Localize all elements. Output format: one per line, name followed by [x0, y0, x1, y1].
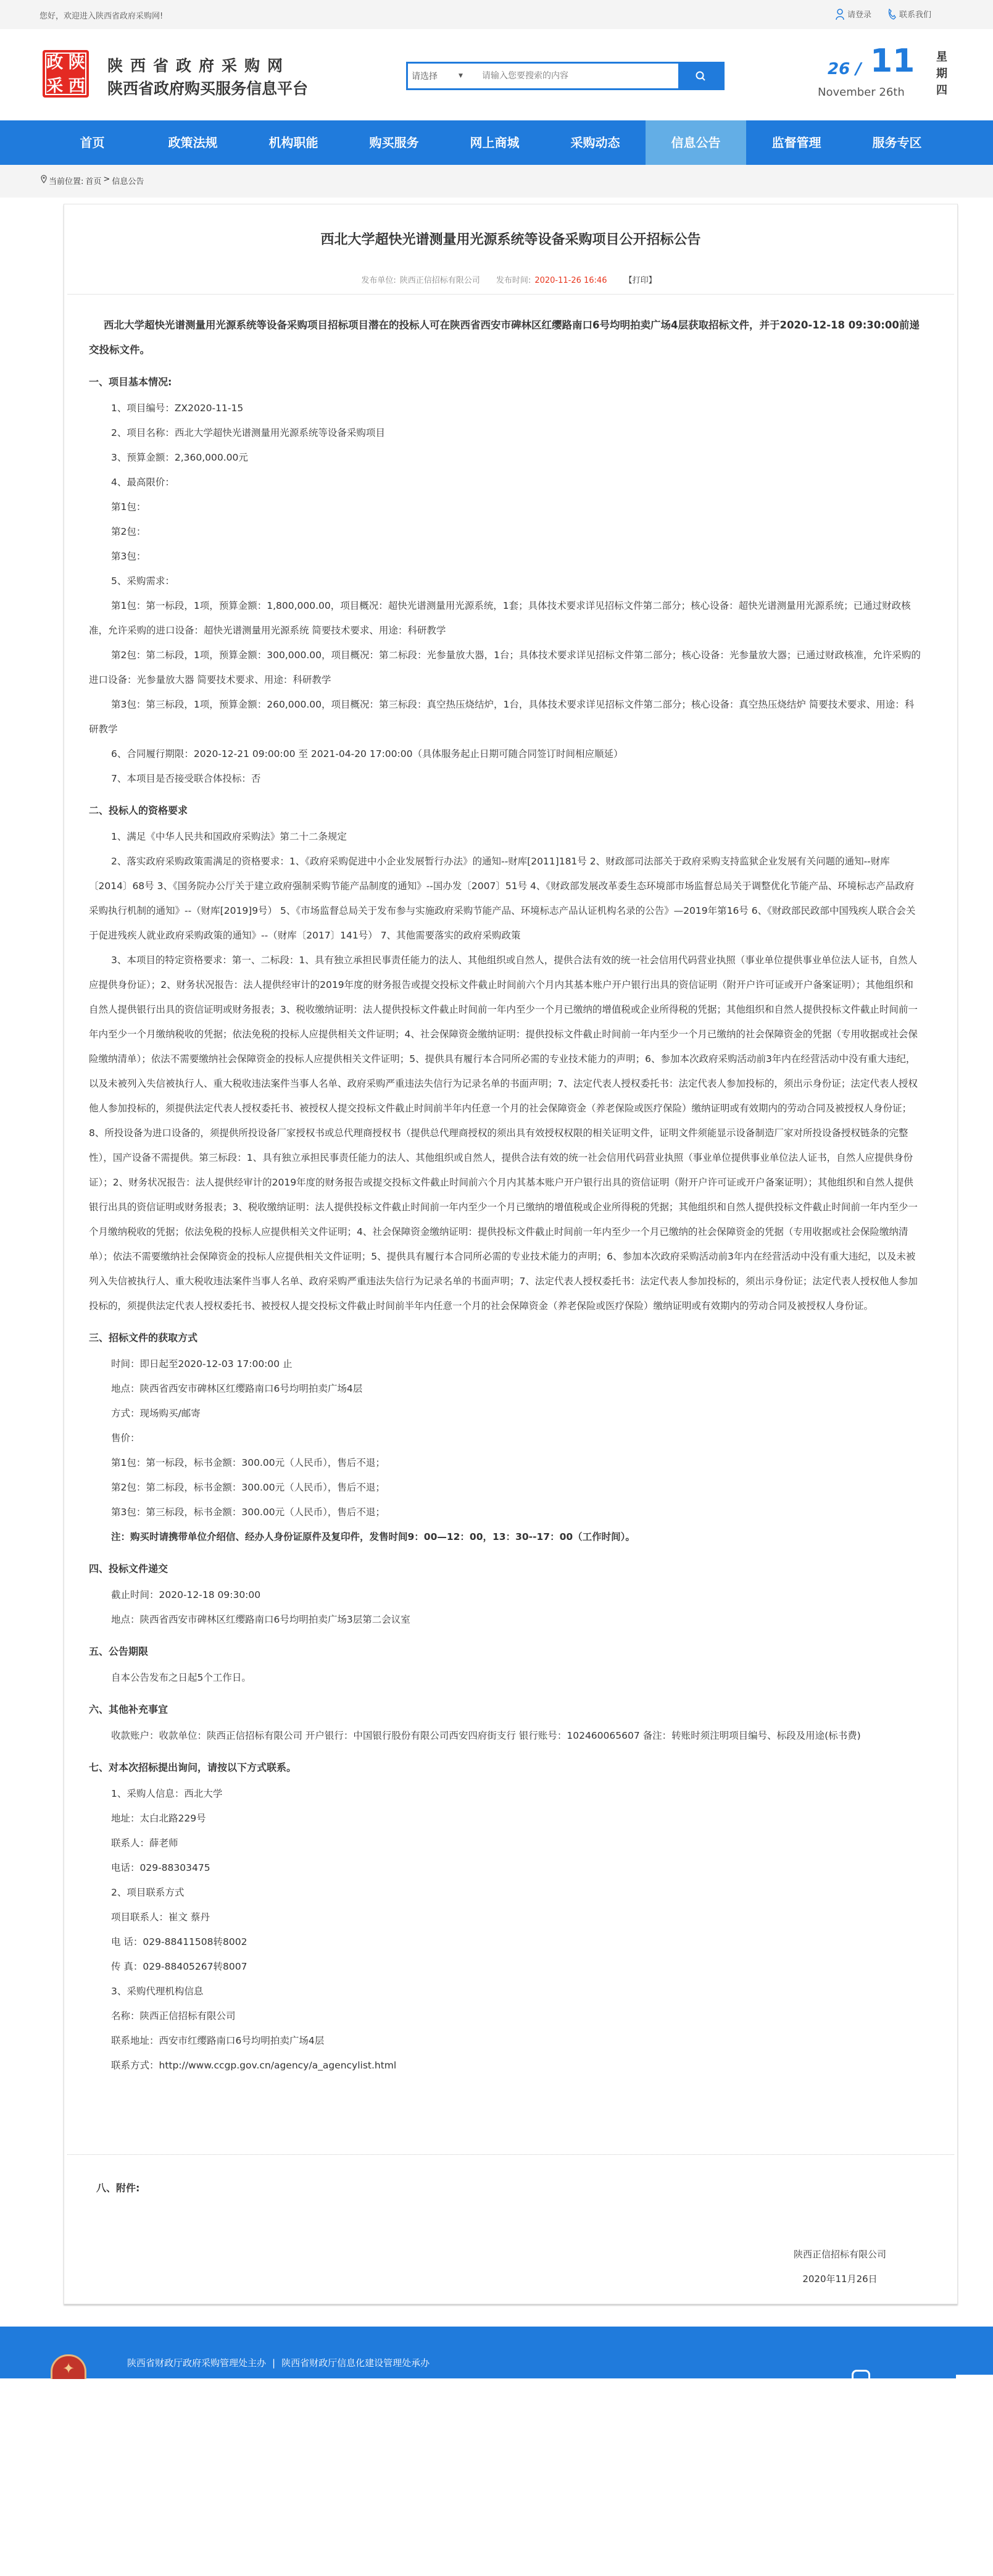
search-category-select[interactable] — [408, 64, 482, 88]
nav-item-policy[interactable]: 政策法规 — [168, 135, 218, 150]
contact-label: 联系我们 — [899, 10, 931, 20]
section-line: 第2包：第二标段，标书金额：300.00元（人民币），售后不退； — [111, 1482, 385, 1493]
site-name: 陕西省政府采购网 — [107, 57, 291, 75]
nav-item-announcements[interactable]: 信息公告 — [646, 120, 746, 165]
phone-icon — [887, 9, 896, 20]
attachments-heading: 八、附件: — [96, 2182, 140, 2194]
section-line: 名称：陕西正信招标有限公司 — [111, 2010, 236, 2022]
section-heading: 六、其他补充事宜 — [89, 1704, 168, 1715]
welcome-text: 您好，欢迎进入陕西省政府采购网! — [39, 12, 164, 21]
section-line: 3、采购代理机构信息 — [111, 1986, 204, 1997]
date-day: 26 / — [828, 60, 862, 78]
footer-widget[interactable] — [956, 2375, 993, 2378]
lead-paragraph: 西北大学超快光谱测量用光源系统等设备采购项目招标项目潜在的投标人可在陕西省西安市碑林区红缨路南口6号均明拍卖广场4层获取招标文件，并于2020-12-18 09:30:00前递交投标文件。 — [89, 319, 920, 356]
nav-item-home[interactable]: 首页 — [80, 135, 105, 150]
date-month: 11 — [870, 43, 915, 80]
section-line: 第3包：第三标段，1项，预算金额：260,000.00，项目概况：第三标段：真空热压烧结炉，1台，具体技术要求详见招标文件第二部分；核心设备：真空热压烧结炉 简要技术要求、用途：科研教学 — [89, 699, 915, 735]
section-line: 6、合同履行期限：2020-12-21 09:00:00 至 2021-04-20 17:00:00（具体服务起止日期可随合同签订时间相应顺延） — [111, 748, 623, 759]
section-line: 第2包：第二标段，1项，预算金额：300,000.00，项目概况：第二标段：光参量放大器，1台；具体技术要求详见招标文件第二部分；核心设备：光参量放大器；已通过财政核准，允许采购的进口设备：光参量放大器 简要技术要求、用途：科研教学 — [89, 650, 921, 685]
publisher-label: 发布单位: — [361, 276, 396, 285]
section-line: 项目联系人：崔文 蔡丹 — [111, 1912, 210, 1923]
date-widget — [818, 29, 954, 120]
site-logo[interactable] — [43, 50, 89, 98]
article-meta — [64, 274, 957, 285]
location-pin-icon — [41, 175, 47, 183]
section-line: 第1包：第一标段，1项，预算金额：1,800,000.00，项目概况：超快光谱测量用光源系统，1套；具体技术要求详见招标文件第二部分；核心设备：超快光谱测量用光源系统；已通过财政核准，允许采购的进口设备：超快光谱测量用光源系统 简要技术要求、用途：科研教学 — [89, 600, 911, 636]
section-line: 传 真：029-88405267转8007 — [111, 1961, 247, 1972]
date-english: November 26th — [818, 86, 905, 99]
top-bar — [0, 0, 993, 29]
nav-item-service-zone[interactable]: 服务专区 — [872, 135, 922, 150]
emblem-icon: ✦ — [51, 2354, 86, 2379]
select-label: 请选择 — [412, 72, 438, 82]
user-icon — [836, 9, 844, 20]
signature-company: 陕西正信招标有限公司 — [793, 2249, 886, 2260]
section-line: 7、本项目是否接受联合体投标：否 — [111, 773, 261, 784]
section-line: 第3包：第三标段，标书金额：300.00元（人民币），售后不退； — [111, 1507, 385, 1518]
time-label: 发布时间: — [496, 276, 531, 285]
search-button[interactable] — [678, 64, 723, 88]
section-line: 电话：029-88303475 — [111, 1862, 210, 1873]
logo-char: 陕 — [68, 53, 85, 72]
section-line: 电 话：029-88411508转8002 — [111, 1936, 247, 1947]
footer-text — [127, 2356, 430, 2369]
nav-item-supervision[interactable]: 监督管理 — [771, 135, 821, 150]
section-heading: 二、投标人的资格要求 — [89, 805, 188, 816]
divider — [67, 2154, 954, 2155]
section-line: 第3包： — [111, 551, 146, 562]
purchase-note: 注：购买时请携带单位介绍信、经办人身份证原件及复印件，发售时间9：00—12：00，13：30--17：00（工作时间）。 — [111, 1531, 635, 1542]
section-line: 地点：陕西省西安市碑林区红缨路南口6号均明拍卖广场3层第二会议室 — [111, 1614, 410, 1625]
section-heading: 五、公告期限 — [89, 1646, 149, 1657]
logo-char: 采 — [46, 77, 64, 96]
section-line: 联系方式：http://www.ccgp.gov.cn/agency/a_agencylist.html — [111, 2060, 397, 2071]
breadcrumb-label: 当前位置: — [49, 177, 84, 186]
breadcrumb — [0, 165, 993, 198]
breadcrumb-separator: > — [103, 175, 110, 184]
section-line: 3、预算金额：2,360,000.00元 — [111, 452, 248, 463]
nav-item-purchase-services[interactable]: 购买服务 — [369, 135, 419, 150]
search-input[interactable] — [482, 64, 678, 88]
article-title: 西北大学超快光谱测量用光源系统等设备采购项目公开招标公告 — [320, 232, 701, 248]
section-line: 5、采购需求： — [111, 575, 175, 587]
section-line: 2、落实政府采购政策需满足的资格要求：1、《政府采购促进中小企业发展暂行办法》的通知--财库[2011]181号 2、财政部司法部关于政府采购支持监狱企业发展有关问题的通知--财库〔2014〕68号 3、《国务院办公厅关于建立政府强制采购节能产品制度的通知》--国办发〔2007〕51号 4、《财政部发展改革委生态环境部市场监督总局关于调整优化节能产品、环境标志产品政府采购执行机制的通知》--（财库[2019]9号） 5、《市场监督总局关于发布参与实施政府采购节能产品、环境标志产品认证机构名录的公告》—2019年第16号 6、《财政部民政部中国残疾人联合会关于促进残疾人就业政府采购政策的通知》--（财库〔2017〕141号） 7、其他需要落实的政府采购政策 — [89, 856, 916, 941]
footer-badge-icon[interactable] — [852, 2370, 870, 2378]
section-line: 1、采购人信息：西北大学 — [111, 1788, 223, 1799]
article-body — [89, 313, 922, 2078]
caret-down-icon: ▼ — [459, 73, 463, 79]
publish-time: 2020-11-26 16:46 — [534, 276, 607, 285]
signature-date: 2020年11月26日 — [802, 2273, 878, 2285]
nav-item-online-mall[interactable]: 网上商城 — [470, 135, 520, 150]
logo-char: 西 — [68, 77, 85, 96]
search-icon — [695, 70, 706, 82]
section-heading: 三、招标文件的获取方式 — [89, 1332, 198, 1344]
section-line: 4、最高限价： — [111, 477, 175, 488]
section-heading: 四、投标文件递交 — [89, 1563, 168, 1574]
print-button[interactable]: 【打印】 — [624, 276, 657, 285]
section-line: 第1包：第一标段，标书金额：300.00元（人民币），售后不退； — [111, 1457, 385, 1468]
section-line: 时间：即日起至2020-12-03 17:00:00 止 — [111, 1358, 293, 1370]
breadcrumb-home[interactable]: 首页 — [85, 177, 102, 186]
section-heading: 一、项目基本情况: — [89, 376, 172, 388]
site-footer — [0, 2327, 993, 2378]
date-weekday: 星期四 — [936, 51, 947, 97]
breadcrumb-current[interactable]: 信息公告 — [112, 177, 144, 186]
section-line: 方式：现场购买/邮寄 — [111, 1408, 201, 1419]
section-line: 自本公告发布之日起5个工作日。 — [111, 1672, 251, 1683]
section-line: 3、本项目的特定资格要求：第一、二标段：1、具有独立承担民事责任能力的法人、其他组织或自然人，提供合法有效的统一社会信用代码营业执照（事业单位提供事业单位法人证书，自然人应提供身份证）；2、财务状况报告：法人提供经审计的2019年度的财务报告或提交投标文件截止时间前六个月内其基本账户开户银行出具的资信证明（附开户许可证或开户备案证明）；其他组织和自然人提供银行出具的资信证明或财务报表；3、税收缴纳证明：法人提供投标文件截止时间前一年内至少一个月已缴纳的增值税或企业所得税的凭据；其他组织和自然人提供投标文件截止时间前一年内至少一个月缴纳税收的凭据；依法免税的投标人应提供相关文件证明；4、社会保障资金缴纳证明：提供投标文件截止时间前一年内至少一个月已缴纳的社会保障资金的凭据（专用收据或社会保险缴纳清单）；依法不需要缴纳社会保障资金的投标人应提供相关文件证明；5、提供具有履行本合同所必需的专业技术能力的声明；6、参加本次政府采购活动前3年内在经营活动中没有重大违纪，以及未被列入失信被执行人、重大税收违法案件当事人名单、政府采购严重违法失信行为记录名单的书面声明；7、法定代表人授权委托书：法定代表人参加投标的，须出示身份证；法定代表人授权他人参加投标的，须提供法定代表人授权委托书、被授权人提交投标文件截止时间前半年内任意一个月的社会保障资金（养老保险或医疗保险）缴纳证明或有效期内的劳动合同及被授权人身份证；8、所投设备为进口设备的，须提供所投设备厂家授权书或总代理商授权书（提供总代理商授权的须出具有效授权权限的相关证明文件，证明文件须能显示设备制造厂家对所投设备授权链条的完整性），国产设备不需提供。第三标段：1、具有独立承担民事责任能力的法人、其他组织或自然人，提供合法有效的统一社会信用代码营业执照（事业单位提供事业单位法人证书，自然人应提供身份证）；2、财务状况报告：法人提供经审计的2019年度的财务报告或提交投标文件截止时间前六个月内其基本账户开户银行出具的资信证明（附开户许可证或开户备案证明）；其他组织和自然人提供银行出具的资信证明或财务报表；3、税收缴纳证明：法人提供投标文件截止时间前一年内至少一个月已缴纳的增值税或企业所得税的凭据；其他组织和自然人提供投标文件截止时间前一年内至少一个月缴纳税收的凭据；依法免税的投标人应提供相关文件证明；4、社会保障资金缴纳证明：提供投标文件截止时间前一年内至少一个月已缴纳的社会保障资金的凭据（专用收据或社会保险缴纳清单）；依法不需要缴纳社会保障资金的投标人应提供相关文件证明；5、提供具有履行本合同所必需的专业技术能力的声明；6、参加本次政府采购活动前3年内在经营活动中没有重大违纪，以及未被列入失信被执行人、重大税收违法案件当事人名单、政府采购严重违法失信行为记录名单的书面声明；7、法定代表人授权委托书：法定代表人参加投标的，须出示身份证；法定代表人授权他人参加投标的，须提供法定代表人授权委托书、被授权人提交投标文件截止时间前半年内任意一个月的社会保障资金（养老保险或医疗保险）缴纳证明或有效期内的劳动合同及被授权人身份证。 — [89, 955, 918, 1311]
section-line: 第2包： — [111, 526, 146, 537]
section-line: 截止时间：2020-12-18 09:30:00 — [111, 1589, 261, 1600]
main-nav — [0, 120, 993, 165]
section-line: 收款账户：收款单位：陕西正信招标有限公司 开户银行：中国银行股份有限公司西安四府街支行 银行账号：102460065607 备注：转账时须注明项目编号、标段及用途(标书费) — [111, 1730, 861, 1741]
section-line: 售价： — [111, 1432, 140, 1444]
login-label: 请登录 — [847, 10, 871, 20]
footer-separator: | — [272, 2357, 276, 2369]
contact-link[interactable] — [887, 8, 931, 20]
site-header — [0, 29, 993, 120]
nav-item-agencies[interactable]: 机构职能 — [268, 135, 318, 150]
section-heading: 七、对本次招标提出询问，请按以下方式联系。 — [89, 1762, 297, 1773]
login-link[interactable] — [836, 8, 871, 20]
nav-item-procurement-news[interactable]: 采购动态 — [570, 135, 620, 150]
footer-host: 陕西省财政厅政府采购管理处主办 — [127, 2357, 267, 2369]
section-line: 地点：陕西省西安市碑林区红缨路南口6号均明拍卖广场4层 — [111, 1383, 363, 1394]
search-bar — [406, 62, 725, 90]
section-line: 2、项目联系方式 — [111, 1887, 185, 1898]
section-line: 联系地址：西安市红缨路南口6号均明拍卖广场4层 — [111, 2035, 325, 2046]
site-subtitle: 陕西省政府购买服务信息平台 — [107, 80, 309, 98]
signature — [794, 2242, 886, 2291]
section-line: 地址：太白北路229号 — [111, 1813, 206, 1824]
section-line: 2、项目名称：西北大学超快光谱测量用光源系统等设备采购项目 — [111, 427, 385, 438]
section-line: 1、满足《中华人民共和国政府采购法》第二十二条规定 — [111, 831, 347, 842]
section-line: 第1包： — [111, 501, 146, 512]
footer-operator: 陕西省财政厅信息化建设管理处承办 — [281, 2357, 430, 2369]
divider — [67, 294, 954, 295]
logo-char: 政 — [46, 53, 64, 72]
section-line: 联系人：薛老师 — [111, 1838, 178, 1849]
section-line: 1、项目编号：ZX2020-11-15 — [111, 403, 244, 414]
article-card — [64, 204, 958, 2304]
publisher: 陕西正信招标有限公司 — [399, 276, 480, 285]
